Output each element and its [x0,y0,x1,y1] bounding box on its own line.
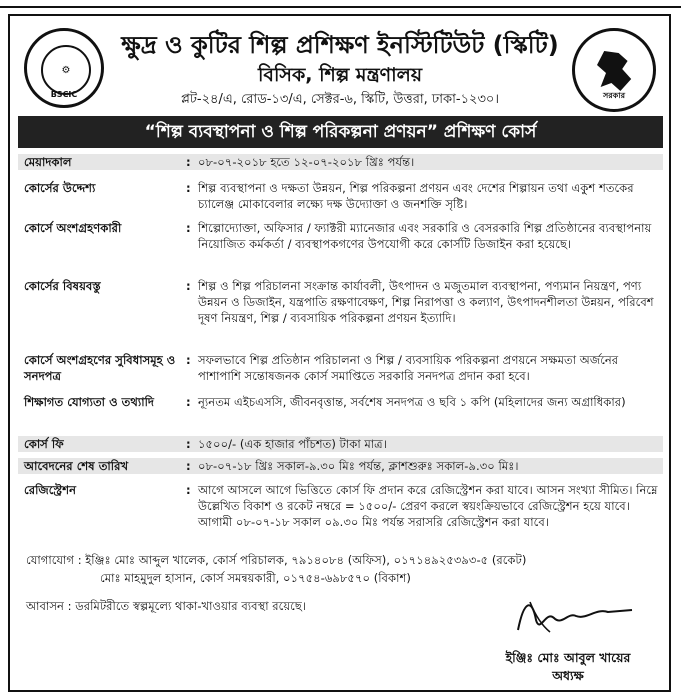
top-rule [0,0,681,8]
government-logo-text: সরকার [602,91,625,100]
row-value: সফলভাবে শিল্প প্রতিষ্ঠান পরিচালনা ও শিল্প / ব্যবসায়িক পরিকল্পনা প্রণয়নে সক্ষমতা অর্জনের পাশাপাশি সন্তোষজনক কোর্স সমাপ্তিতে সরকারি সনদপত্র প্রদান করা হবে। [198,353,619,383]
row-label: কোর্সে অংশগ্রহণের সুবিধাসমূহ ও সনদপত্র [24,353,176,383]
row-label: কোর্সে অংশগ্রহণকারী [24,221,122,235]
institute-address: প্লট-২৪/এ, রোড-১৩/এ, সেক্টর-৬, স্কিটি, উত্তরা, ঢাকা-১২৩০। [180,92,500,107]
bscic-logo [24,28,104,108]
row-colon: : [186,437,191,451]
bangladesh-map-icon [597,51,633,91]
bscic-emblem-icon: ⚙ [41,45,91,95]
row-colon: : [186,395,191,409]
row-value: ০৮-০৭-১৮ খ্রিঃ সকাল-৯.৩০ মিঃ পর্যন্ত, ক্লাশশুরুঃ সকাল-৯.৩০ মিঃ। [198,459,519,473]
row-value: শিল্প ও শিল্প পরিচালনা সংক্রান্ত কার্যাবলী, উৎপাদন ও মজুতমাল ব্যবস্থাপনা, পণ্যমান নিয়ন্ত্রণ, পণ্য উন্নয়ন ও ডিজাইন, যন্ত্রপাতি রক্ষণাবেক্ষণ, শিল্প নিরাপত্তা ও কল্যাণ, উৎপাদনশীলতা উন্নয়ন, পরিবেশ দূষণ নিয়ন্ত্রণ, শিল্প / ব্যবসায়িক পরিকল্পনা প্রণয়ন ইত্যাদি। [198,279,654,325]
row-colon: : [186,279,191,293]
contact-line-2: মোঃ মাহমুদুল হাসান, কোর্স সমন্বয়কারী, ০১৭৫৪-৬৯৮৫৭০ (বিকাশ) [100,571,411,585]
row-label: কোর্স ফি [24,437,64,451]
row-colon: : [186,353,191,367]
institute-title: ক্ষুদ্র ও কুটির শিল্প প্রশিক্ষণ ইনস্টিটিউট (স্কিটি) [121,31,559,59]
signatory-name: ইঞ্জিঃ মোঃ আবুল খায়ের [505,650,631,665]
row-colon: : [186,155,191,169]
row-colon: : [186,459,191,473]
row-label: রেজিস্ট্রেশন [24,483,76,497]
signature-icon [510,590,640,640]
row-value: আগে আসলে আগে ভিত্তিতে কোর্স ফি প্রদান করে রেজিস্ট্রেশন করা যাবে। আসন সংখ্যা সীমিত। নিম্নে উল্লেখিত বিকাশ ও রকেট নম্বরে = ১৫০০/- প্রেরণ করলে স্বয়ংক্রিয়ভাবে রেজিস্ট্রেশন হয়ে যাবে। আগামী ০৮-০৭-১৮ সকাল ০৯.৩০ মিঃ পর্যন্ত সরাসরি রেজিস্ট্রেশন করা যাবে। [198,483,658,529]
institute-subtitle: বিসিক, শিল্প মন্ত্রণালয় [257,64,423,86]
row-label: আবেদনের শেষ তারিখ [24,459,129,473]
housing-note: আবাসন : ডরমিটরীতে স্বল্পমূল্যে থাকা-খাওয়ার ব্যবস্থা রয়েছে। [26,599,307,613]
row-colon: : [186,483,191,497]
row-value: শিল্প ব্যবস্থাপনা ও দক্ষতা উন্নয়ন, শিল্প পরিকল্পনা প্রণয়ন এবং দেশের শিল্পায়ন তথা একুশ শতকের চ্যালেঞ্জ মোকাবেলার লক্ষ্যে দক্ষ উদ্যোক্তা ও জনশক্তি সৃষ্টি। [198,181,634,211]
row-colon: : [186,181,191,195]
row-value: ১৫০০/- (এক হাজার পাঁচশত) টাকা মাত্র। [198,437,387,451]
bscic-logo-text: BSCIC [50,90,78,99]
row-value: ০৮-০৭-২০১৮ হতে ১২-০৭-২০১৮ খ্রিঃ পর্যন্ত। [198,155,415,169]
row-label: কোর্সের উদ্দেশ্য [24,181,96,195]
course-title-banner: “শিল্প ব্যবস্থাপনা ও শিল্প পরিকল্পনা প্রণয়ন” প্রশিক্ষণ কোর্স [18,116,663,148]
row-label: শিক্ষাগত যোগ্যতা ও তথ্যাদি [24,395,154,409]
row-value: শিল্পোদ্যোক্তা, অফিসার / ফ্যাক্টরী ম্যানেজার এবং সরকারি ও বেসরকারি শিল্প প্রতিষ্ঠানের ব্যবস্থাপনায় নিয়োজিত কর্মকর্তা / ব্যবস্থাপকগণের উপযোগী করে কোর্সটি ডিজাইন করা হয়েছে। [198,221,652,251]
signatory-title: অধ্যক্ষ [552,668,584,683]
government-logo [572,28,656,112]
row-colon: : [186,221,191,235]
contact-line-1: যোগাযোগ : ইঞ্জিঃ মোঃ আব্দুল খালেক, কোর্স পরিচালক, ৭৯১৪০৮৪ (অফিস), ০১৭১৪৯২৫৩৯৩-৫ (রকেট) [26,553,527,567]
row-label: মেয়াদকাল [24,155,72,169]
row-value: ন্যূনতম এইচএসসি, জীবনবৃত্তান্ত, সর্বশেষ সনদপত্র ও ছবি ১ কপি (মহিলাদের জন্য অগ্রাধিকার) [198,395,626,409]
row-label: কোর্সের বিষয়বস্তু [24,279,101,293]
